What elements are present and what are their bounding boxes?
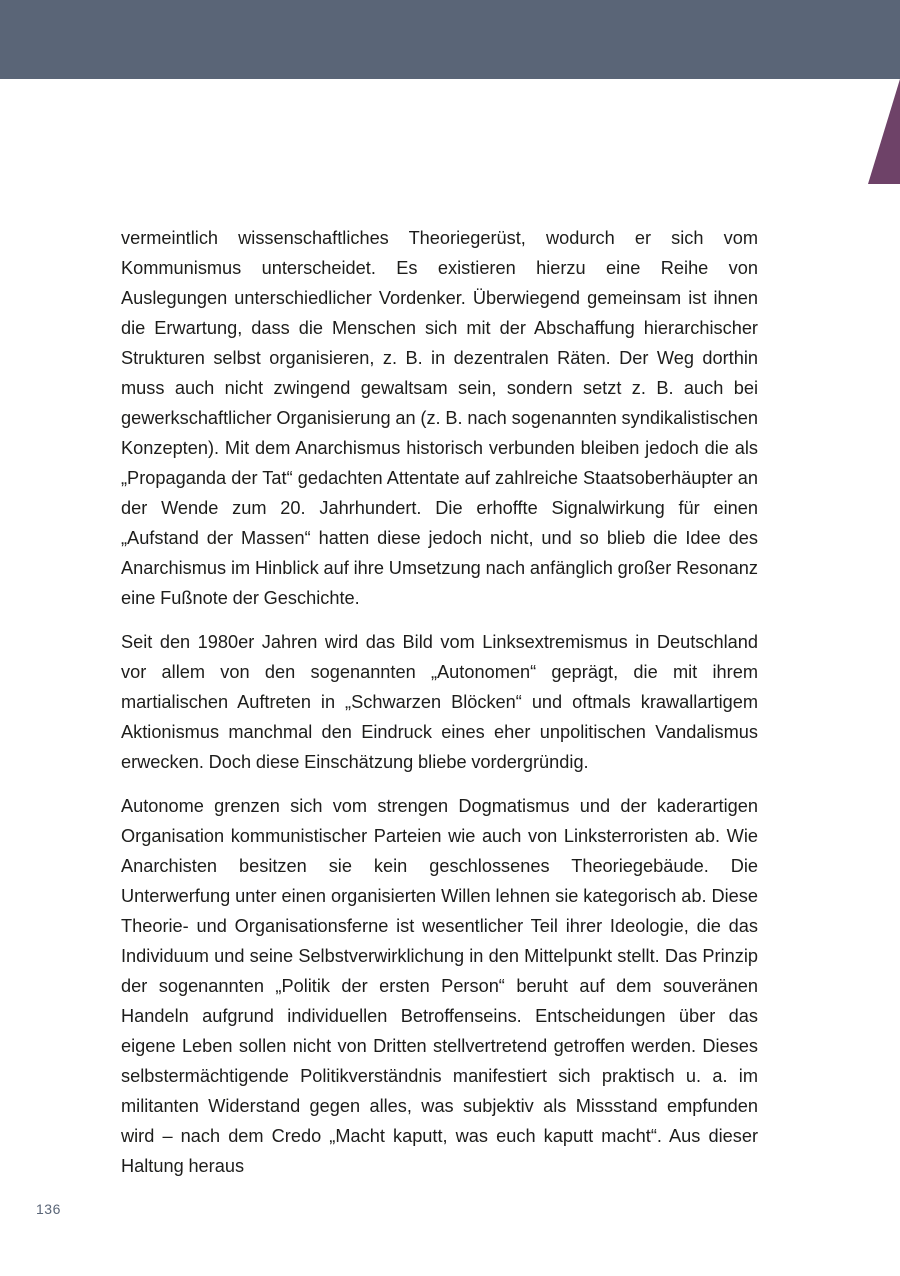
page-number: 136 — [36, 1201, 61, 1217]
paragraph-autonome-ideology: Autonome grenzen sich vom strengen Dogmatismus und der kaderartigen Organisation kommunistischer Parteien wie auch von Linksterroristen ab. Wie Anarchisten besitzen sie kein geschlossenes Theoriegebäude. Die Unterwerfung unter einen organisierten Willen lehnen sie kategorisch ab. Diese Theorie- und Organisationsferne ist wesentlicher Teil ihrer Ideologie, die das Individuum und seine Selbstverwirklichung in den Mittelpunkt stellt. Das Prinzip der sogenannten „Politik der ersten Person“ beruht auf dem souveränen Handeln aufgrund individuellen Betroffenseins. Entscheidungen über das eigene Leben sollen nicht von Dritten stellvertretend getroffen werden. Dieses selbstermächtigende Politikverständnis manifestiert sich praktisch u. a. im militanten Widerstand gegen alles, was subjektiv als Missstand empfunden wird – nach dem Credo „Macht kaputt, was euch kaputt macht“. Aus dieser Haltung heraus — [121, 796, 758, 1176]
body-text — [121, 223, 758, 1195]
header-band — [0, 0, 900, 79]
chapter-tab-shape — [868, 79, 900, 184]
chapter-tab-marker — [868, 79, 900, 184]
paragraph-anarchism: vermeintlich wissenschaftliches Theoriegerüst, wodurch er sich vom Kommunismus unterscheidet. Es existieren hierzu eine Reihe von Auslegungen unterschiedlicher Vordenker. Überwiegend gemeinsam ist ihnen die Erwartung, dass die Menschen sich mit der Abschaffung hierarchischer Strukturen selbst organisieren, z. B. in dezentralen Räten. Der Weg dorthin muss auch nicht zwingend gewaltsam sein, sondern setzt z. B. auch bei gewerkschaftlicher Organisierung an (z. B. nach sogenannten syndikalistischen Konzepten). Mit dem Anarchismus historisch verbunden bleiben jedoch die als „Propaganda der Tat“ gedachten Attentate auf zahlreiche Staatsoberhäupter an der Wende zum 20. Jahrhundert. Die erhoffte Signalwirkung für einen „Aufstand der Massen“ hatten diese jedoch nicht, und so blieb die Idee des Anarchismus im Hinblick auf ihre Umsetzung nach anfänglich großer Resonanz eine Fußnote der Geschichte. — [121, 228, 758, 608]
paragraph-autonome-intro: Seit den 1980er Jahren wird das Bild vom Linksextremismus in Deutschland vor allem von den sogenannten „Autonomen“ geprägt, die mit ihrem martialischen Auftreten in „Schwarzen Blöcken“ und oftmals krawallartigem Aktionismus manchmal den Eindruck eines eher unpolitischen Vandalismus erwecken. Doch diese Einschätzung bliebe vordergründig. — [121, 632, 758, 772]
chapter-tab-polygon — [868, 79, 900, 184]
